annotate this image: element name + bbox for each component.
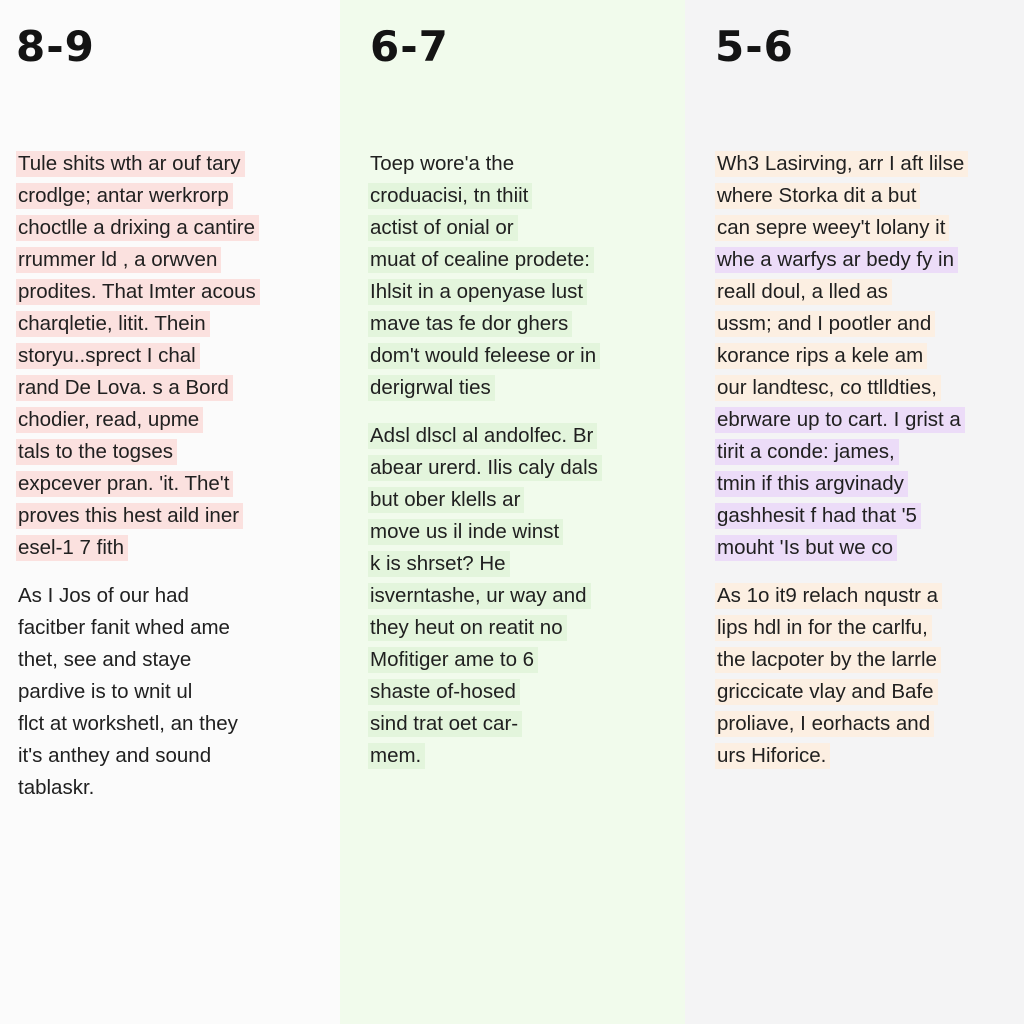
highlighted-text: griccicate vlay and Bafe (715, 679, 938, 705)
highlighted-text: where Storka dit a but (715, 183, 920, 209)
highlighted-text: mave tas fe dor ghers (368, 311, 572, 337)
highlighted-text: expcever pran. 'it. The't (16, 471, 233, 497)
highlighted-text: k is shrset? He (368, 551, 510, 577)
text-line (16, 772, 340, 804)
highlighted-text: rrummer ld , a orwven (16, 247, 221, 273)
column-heading: 5-6 (715, 22, 794, 71)
text-line (16, 644, 340, 676)
column-5-6 (685, 0, 1024, 1024)
highlighted-text: muat of cealine prodete: (368, 247, 594, 273)
text-line (16, 180, 340, 212)
text-line (715, 708, 1024, 740)
highlighted-text: gashhesit f had that '5 (715, 503, 921, 529)
paragraph (340, 420, 685, 772)
paragraph (340, 148, 685, 404)
text-line (715, 212, 1024, 244)
highlighted-text: but ober klells ar (368, 487, 524, 513)
highlighted-text: proves this hest aild iner (16, 503, 243, 529)
text-line (715, 676, 1024, 708)
text-line (16, 308, 340, 340)
highlighted-text: chodier, read, upme (16, 407, 203, 433)
highlighted-text: rand De Lova. s a Bord (16, 375, 233, 401)
text-line (368, 372, 685, 404)
text-line (368, 180, 685, 212)
highlighted-text: korance rips a kele am (715, 343, 927, 369)
highlighted-text: esel-1 7 fith (16, 535, 128, 561)
highlighted-text: Wh3 Lasirving, arr I aft lilse (715, 151, 968, 177)
text-line (368, 516, 685, 548)
text-line (368, 548, 685, 580)
highlighted-text: Ihlsit in a openyase lust (368, 279, 587, 305)
highlighted-text: actist of onial or (368, 215, 518, 241)
highlighted-text: As 1o it9 relach nqustr a (715, 583, 942, 609)
text-line (16, 372, 340, 404)
highlighted-text: tirit a conde: james, (715, 439, 899, 465)
highlighted-text: prodites. That Imter acous (16, 279, 260, 305)
text-line (368, 212, 685, 244)
text-line (368, 676, 685, 708)
highlighted-text: As I Jos of our had (18, 584, 189, 607)
text-line (715, 644, 1024, 676)
highlighted-text: Tule shits wth ar ouf tary (16, 151, 245, 177)
highlighted-text: croduacisi, tn thiit (368, 183, 532, 209)
text-line (368, 244, 685, 276)
text-line (16, 532, 340, 564)
text-line (368, 612, 685, 644)
highlighted-text: choctlle a drixing a cantire (16, 215, 259, 241)
highlighted-text: mem. (368, 743, 425, 769)
text-line (16, 740, 340, 772)
column-heading: 6-7 (370, 22, 449, 71)
highlighted-text: mouht 'Is but we co (715, 535, 897, 561)
text-line (715, 436, 1024, 468)
text-line (368, 308, 685, 340)
text-line (368, 580, 685, 612)
highlighted-text: move us il inde winst (368, 519, 563, 545)
text-line (16, 276, 340, 308)
text-line (715, 532, 1024, 564)
paragraph (0, 580, 340, 804)
text-line (368, 420, 685, 452)
highlighted-text: flct at workshetl, an they (18, 712, 238, 735)
highlighted-text: storyu..sprect I chal (16, 343, 200, 369)
text-line (715, 244, 1024, 276)
text-line (715, 580, 1024, 612)
highlighted-text: they heut on reatit no (368, 615, 567, 641)
highlighted-text: Mofitiger ame to 6 (368, 647, 538, 673)
highlighted-text: tals to the togses (16, 439, 177, 465)
text-line (715, 148, 1024, 180)
text-line (715, 276, 1024, 308)
highlighted-text: charqletie, litit. Thein (16, 311, 210, 337)
paragraph (685, 148, 1024, 564)
highlighted-text: it's anthey and sound (18, 744, 212, 767)
text-line (368, 484, 685, 516)
highlighted-text: whe a warfys ar bedy fy in (715, 247, 958, 273)
highlighted-text: proliave, I eorhacts and (715, 711, 934, 737)
highlighted-text: lips hdl in for the carlfu, (715, 615, 932, 641)
text-line (368, 708, 685, 740)
text-line (715, 740, 1024, 772)
text-line (16, 676, 340, 708)
column-heading: 8-9 (16, 22, 95, 71)
highlighted-text: Toep wore'a the (370, 152, 515, 175)
highlighted-text: shaste of-hosed (368, 679, 520, 705)
text-line (16, 612, 340, 644)
text-line (715, 612, 1024, 644)
column-8-9 (0, 0, 340, 1024)
highlighted-text: derigrwal ties (368, 375, 495, 401)
column-6-7 (340, 0, 685, 1024)
text-line (368, 276, 685, 308)
text-line (368, 644, 685, 676)
highlighted-text: can sepre weey't lolany it (715, 215, 949, 241)
text-line (16, 340, 340, 372)
highlighted-text: dom't would feleese or in (368, 343, 600, 369)
highlighted-text: our landtesc, co ttlldties, (715, 375, 941, 401)
highlighted-text: the lacpoter by the larrle (715, 647, 941, 673)
text-line (368, 340, 685, 372)
text-line (16, 244, 340, 276)
text-line (368, 740, 685, 772)
text-line (16, 148, 340, 180)
highlighted-text: isverntashe, ur way and (368, 583, 591, 609)
text-line (715, 340, 1024, 372)
highlighted-text: crodlge; antar werkrorp (16, 183, 233, 209)
highlighted-text: tmin if this argvinady (715, 471, 908, 497)
text-line (368, 148, 685, 180)
highlighted-text: ussm; and I pootler and (715, 311, 935, 337)
text-line (16, 212, 340, 244)
highlighted-text: reall doul, a lled as (715, 279, 892, 305)
paragraph (0, 148, 340, 564)
text-line (368, 452, 685, 484)
text-line (715, 180, 1024, 212)
paragraph (685, 580, 1024, 772)
highlighted-text: pardive is to wnit ul (18, 680, 193, 703)
highlighted-text: facitber fanit whed ame (18, 616, 230, 639)
highlighted-text: sind trat oet car- (368, 711, 522, 737)
highlighted-text: thet, see and staye (18, 648, 192, 671)
text-line (16, 468, 340, 500)
highlighted-text: tablaskr. (18, 776, 95, 799)
text-line (16, 708, 340, 740)
text-line (16, 404, 340, 436)
text-line (16, 580, 340, 612)
text-line (715, 372, 1024, 404)
highlighted-text: ebrware up to cart. I grist a (715, 407, 965, 433)
text-line (715, 468, 1024, 500)
highlighted-text: abear urerd. Ilis caly dals (368, 455, 602, 481)
text-line (16, 500, 340, 532)
text-line (715, 308, 1024, 340)
highlighted-text: urs Hiforice. (715, 743, 830, 769)
highlighted-text: Adsl dlscl al andolfec. Br (368, 423, 597, 449)
text-line (16, 436, 340, 468)
text-line (715, 500, 1024, 532)
text-line (715, 404, 1024, 436)
